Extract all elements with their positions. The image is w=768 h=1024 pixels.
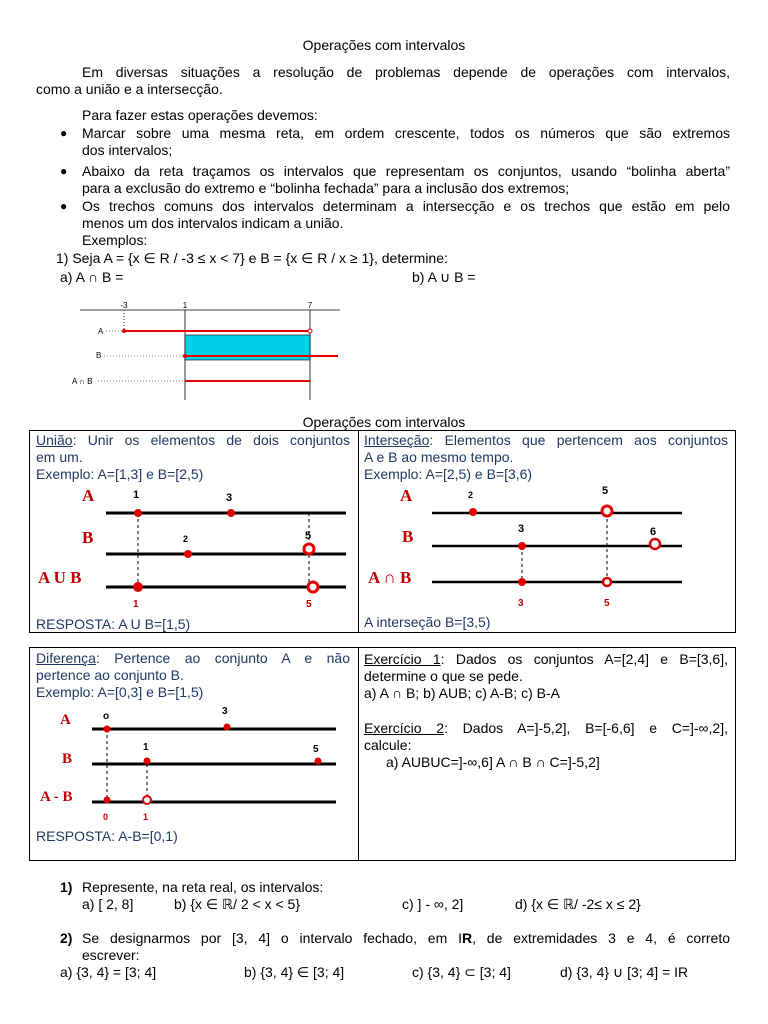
svg-text:0: 0 <box>103 812 109 822</box>
svg-text:1: 1 <box>133 489 140 501</box>
table-title: Operações com intervalos <box>302 414 466 430</box>
intersecao-label-AnB: A ∩ B <box>368 568 412 587</box>
uniao-label-AuB: A U B <box>38 568 82 587</box>
question1-c: c) ] - ∞, 2] <box>402 896 464 912</box>
question2-c: c) {3, 4} ⊂ [3; 4] <box>412 964 511 980</box>
page-title: Operações com intervalos <box>302 37 466 53</box>
diferenca-answer: RESPOSTA: A-B=[0,1) <box>36 828 178 844</box>
svg-text:o: o <box>103 711 110 722</box>
diferenca-label-B: B <box>62 751 73 767</box>
uniao-title: União <box>36 432 73 448</box>
svg-text:3: 3 <box>518 523 525 535</box>
intro-paragraph-line1: Em diversas situações a resolução de problemas depende de operações com intervalos, <box>82 64 730 80</box>
question1-d: d) {x ∈ ℝ/ -2≤ x ≤ 2} <box>515 896 641 912</box>
question2-text-line2: escrever: <box>82 947 140 963</box>
table-divider <box>358 647 359 860</box>
svg-text:5: 5 <box>305 530 312 542</box>
svg-text:5: 5 <box>313 744 319 755</box>
example1-statement: 1) Seja A = {x ∈ R / -3 ≤ x < 7} e B = {x ∈ R / x ≥ 1}, determine: <box>56 250 448 266</box>
bullet-2-line2: para a exclusão do extremo e “bolinha fechada” para a inclusão dos extremos; <box>82 180 570 196</box>
svg-text:6: 6 <box>650 526 657 538</box>
svg-text:5: 5 <box>604 598 610 609</box>
svg-text:1: 1 <box>143 742 149 753</box>
exercicio2-item-a: a) AUBUC=]-∞,6] A ∩ B ∩ C=]-5,2] <box>386 754 600 770</box>
row-label-A: A <box>98 327 104 336</box>
examples-label: Exemplos: <box>82 232 148 248</box>
svg-text:2: 2 <box>183 534 189 544</box>
bullet-3-line1: Os trechos comuns dos intervalos determinam a intersecção e os trechos que estão em pelo <box>82 198 730 214</box>
question1-b: b) {x ∈ ℝ/ 2 < x < 5} <box>174 896 301 912</box>
svg-text:1: 1 <box>133 599 139 610</box>
diferenca-label-A: A <box>60 712 71 728</box>
exercicio1-statement-line2: determine o que se pede. <box>364 668 523 684</box>
question1-text: Represente, na reta real, os intervalos: <box>82 879 324 895</box>
uniao-label-A: A <box>82 486 95 505</box>
intersecao-label-B: B <box>402 527 414 546</box>
example1-b: b) A ∪ B = <box>412 269 476 285</box>
diferenca-diagram <box>36 700 352 824</box>
uniao-description-line2: em um. <box>36 449 83 465</box>
exercicio2-statement: Exercício 2: Dados A=]-5,2], B=[-6,6] e C=]-∞,2], <box>364 720 728 736</box>
question1-number: 1) <box>60 879 73 895</box>
intersecao-description: Interseção: Elementos que pertencem aos conjuntos <box>364 432 728 448</box>
uniao-description: União: Unir os elementos de dois conjuntos <box>36 432 350 448</box>
diferenca-label-AminusB: A - B <box>40 789 73 805</box>
row-label-B: B <box>96 351 102 360</box>
uniao-answer: RESPOSTA: A U B=[1,5) <box>36 616 191 632</box>
intersecao-answer: A interseção B=[3,5) <box>364 614 491 630</box>
exercicio1-title: Exercício 1 <box>364 651 441 667</box>
uniao-example: Exemplo: A=[1,3] e B=[2,5) <box>36 466 204 482</box>
bullet-1-line1: Marcar sobre uma mesma reta, em ordem crescente, todos os números que são extremos <box>82 125 730 141</box>
exercicio2-title: Exercício 2 <box>364 720 445 736</box>
svg-text:5: 5 <box>306 599 312 610</box>
bullet-3-line2: menos um dos intervalos indicam a união. <box>82 215 344 231</box>
diferenca-title: Diferença <box>36 650 96 666</box>
intersecao-title: Interseção <box>364 432 430 448</box>
bullet-2-line1: Abaixo da reta traçamos os intervalos que representam os conjuntos, usando “bolinha aberta” <box>82 163 730 179</box>
intersecao-example: Exemplo: A=[2,5) e B=[3,6) <box>364 466 533 482</box>
bullet-icon: ● <box>60 199 68 213</box>
svg-text:5: 5 <box>602 485 609 497</box>
tick-label-minus3: -3 <box>120 301 128 310</box>
exercicio1-statement: Exercício 1: Dados os conjuntos A=[2,4] e B=[3,6], <box>364 651 729 667</box>
intersecao-label-A: A <box>400 486 413 505</box>
question2-text: Se designarmos por [3, 4] o intervalo fechado, em IR, de extremidades 3 e 4, é correto <box>82 930 730 946</box>
intro-paragraph-line2: como a união e a intersecção. <box>36 81 223 97</box>
row-label-AintB: A ∩ B <box>72 377 93 386</box>
example1-interval-diagram <box>70 298 340 406</box>
intersecao-description-line2: A e B ao mesmo tempo. <box>364 449 514 465</box>
diferenca-description-line2: pertence ao conjunto B. <box>36 667 184 683</box>
tick-label-1: 1 <box>182 301 188 310</box>
table-divider <box>358 430 359 632</box>
diferenca-example: Exemplo: A=[0,3] e B=[1,5) <box>36 684 204 700</box>
exercicio2-statement-line2: calcule: <box>364 737 412 753</box>
bullet-1-line2: dos intervalos; <box>82 142 173 158</box>
svg-text:3: 3 <box>518 598 524 609</box>
tick-label-7: 7 <box>307 301 313 310</box>
example1-a: a) A ∩ B = <box>60 269 124 285</box>
diferenca-description: Diferença: Pertence ao conjunto A e não <box>36 650 350 666</box>
question2-number: 2) <box>60 930 73 946</box>
intro-paragraph2: Para fazer estas operações devemos: <box>82 107 318 123</box>
svg-text:3: 3 <box>226 492 233 504</box>
exercicio1-items: a) A ∩ B; b) AUB; c) A-B; c) B-A <box>364 685 561 701</box>
svg-text:3: 3 <box>222 706 228 717</box>
question2-b: b) {3, 4} ∈ [3; 4] <box>244 964 345 980</box>
uniao-diagram <box>36 482 352 612</box>
question2-d: d) {3, 4} ∪ [3; 4] = IR <box>560 964 689 980</box>
bullet-icon: ● <box>60 126 68 140</box>
uniao-label-B: B <box>82 528 94 547</box>
bullet-icon: ● <box>60 164 68 178</box>
svg-text:1: 1 <box>143 812 149 822</box>
question2-a: a) {3, 4} = [3; 4] <box>60 964 157 980</box>
question1-a: a) [ 2, 8] <box>82 896 134 912</box>
intersecao-diagram <box>364 480 730 612</box>
svg-text:2: 2 <box>468 490 474 500</box>
